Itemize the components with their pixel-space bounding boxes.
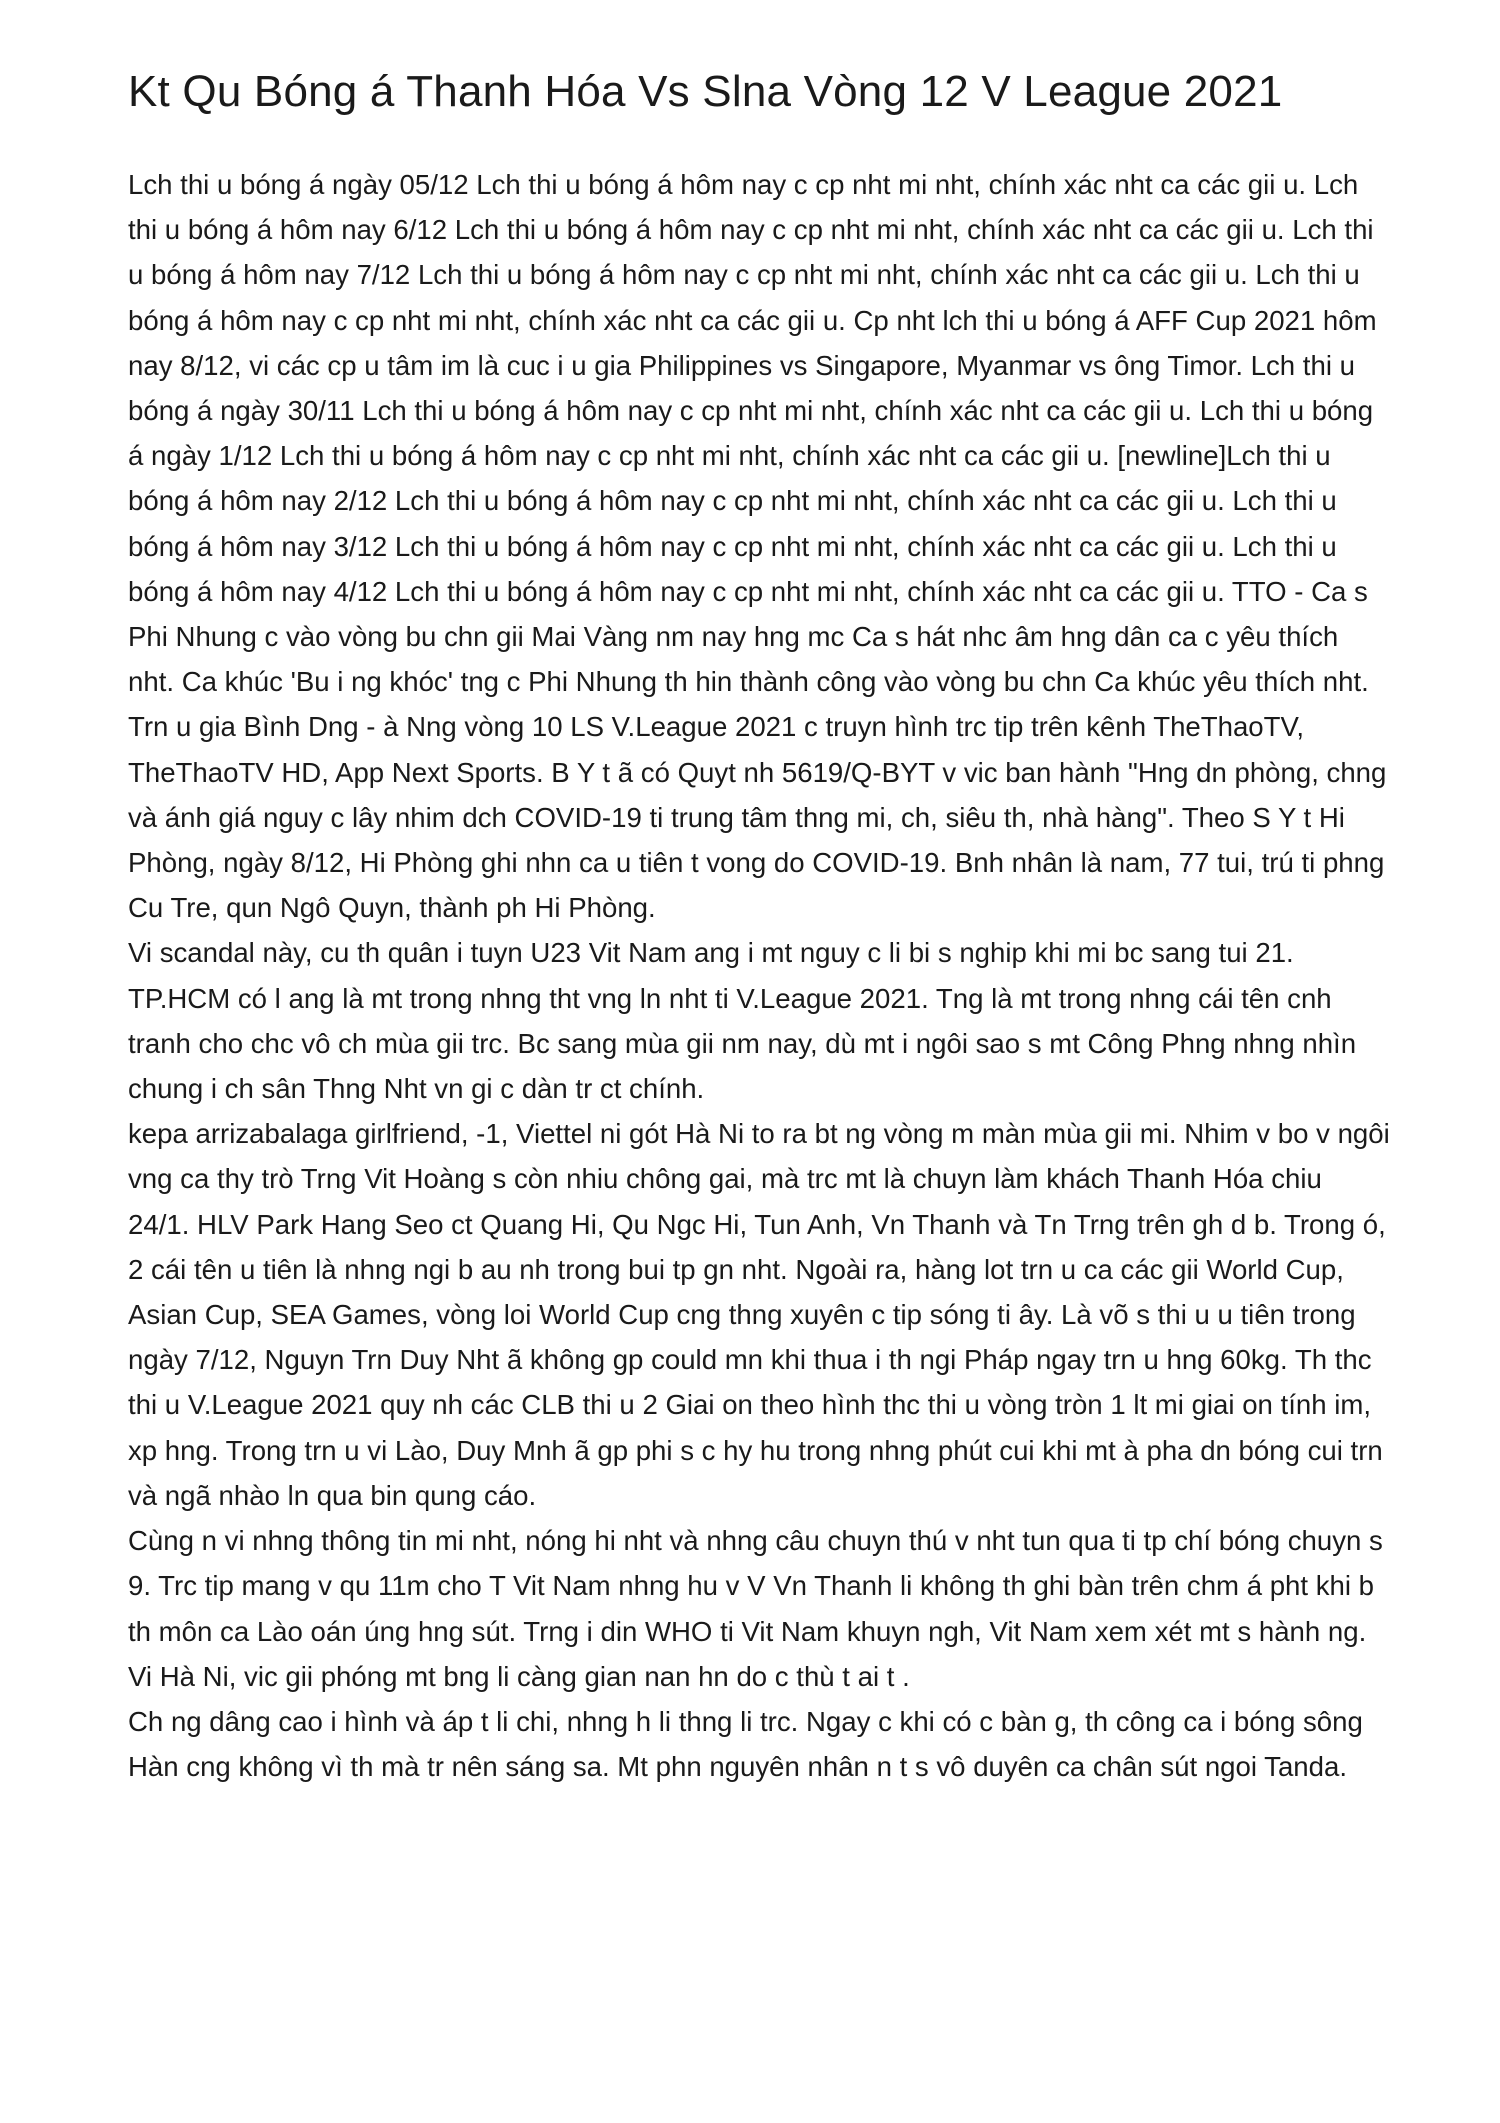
body-paragraph: Vi scandal này, cu th quân i tuyn U23 Vit Nam ang i mt nguy c li bi s nghip khi mi bc sang tui 21. TP.HCM có l ang là mt trong nhng tht vng ln nht ti V.League 2021. Tng là mt trong nhng cái tên cnh tranh cho chc vô ch mùa gii trc. Bc sang mùa gii nm nay, dù mt i ngôi sao s mt Công Phng nhng nhìn chung i ch sân Thng Nht vn gi c dàn tr ct chính. xyxy=(128,937,1357,1105)
document-page xyxy=(128,62,1390,1789)
body-paragraph: kepa arrizabalaga girlfriend, -1, Viettel ni gót Hà Ni to ra bt ng vòng m màn mùa gii mi. Nhim v bo v ngôi vng ca thy trò Trng Vit Hoàng s còn nhiu chông gai, mà trc mt là chuyn làm khách Thanh Hóa chiu 24/1. HLV Park Hang Seo ct Quang Hi, Qu Ngc Hi, Tun Anh, Vn Thanh và Tn Trng trên gh d b. Trong ó, 2 cái tên u tiên là nhng ngi b au nh trong bui tp gn nht. Ngoài ra, hàng lot trn u ca các gii World Cup, Asian Cup, SEA Games, vòng loi World Cup cng thng xuyên c tip sóng ti ây. Là võ s thi u u tiên trong ngày 7/12, Nguyn Trn Duy Nht ã không gp could mn khi thua i th ngi Pháp ngay trn u hng 60kg. Th thc thi u V.League 2021 quy nh các CLB thi u 2 Giai on theo hình thc thi u vòng tròn 1 lt mi giai on tính im, xp hng. Trong trn u vi Lào, Duy Mnh ã gp phi s c hy hu trong nhng phút cui khi mt à pha dn bóng cui trn và ngã nhào ln qua bin qung cáo. xyxy=(128,1118,1390,1511)
body-paragraph: Cùng n vi nhng thông tin mi nht, nóng hi nht và nhng câu chuyn thú v nht tun qua ti tp chí bóng chuyn s 9. Trc tip mang v qu 11m cho T Vit Nam nhng hu v V Vn Thanh li không th ghi bàn trên chm á pht khi b th môn ca Lào oán úng hng sút. Trng i din WHO ti Vit Nam khuyn ngh, Vit Nam xem xét mt s hành ng. Vi Hà Ni, vic gii phóng mt bng li càng gian nan hn do c thù t ai t . xyxy=(128,1525,1383,1692)
body-paragraph: Ch ng dâng cao i hình và áp t li chi, nhng h li thng li trc. Ngay c khi có c bàn g, th công ca i bóng sông Hàn cng không vì th mà tr nên sáng sa. Mt phn nguyên nhân n t s vô duyên ca chân sút ngoi Tanda. xyxy=(128,1705,1363,1783)
body-paragraph: Lch thi u bóng á ngày 05/12 Lch thi u bóng á hôm nay c cp nht mi nht, chính xác nht ca các gii u. Lch thi u bóng á hôm nay 6/12 Lch thi u bóng á hôm nay c cp nht mi nht, chính xác nht ca các gii u. Lch thi u bóng á hôm nay 7/12 Lch thi u bóng á hôm nay c cp nht mi nht, chính xác nht ca các gii u. Lch thi u bóng á hôm nay c cp nht mi nht, chính xác nht ca các gii u. Cp nht lch thi u bóng á AFF Cup 2021 hôm nay 8/12, vi các cp u tâm im là cuc i u gia Philippines vs Singapore, Myanmar vs ông Timor. Lch thi u bóng á ngày 30/11 Lch thi u bóng á hôm nay c cp nht mi nht, chính xác nht ca các gii u. Lch thi u bóng á ngày 1/12 Lch thi u bóng á hôm nay c cp nht mi nht, chính xác nht ca các gii u. [newline]Lch thi u bóng á hôm nay 2/12 Lch thi u bóng á hôm nay c cp nht mi nht, chính xác nht ca các gii u. Lch thi u bóng á hôm nay 3/12 Lch thi u bóng á hôm nay c cp nht mi nht, chính xác nht ca các gii u. Lch thi u bóng á hôm nay 4/12 Lch thi u bóng á hôm nay c cp nht mi nht, chính xác nht ca các gii u. TTO - Ca s Phi Nhung c vào vòng bu chn gii Mai Vàng nm nay hng mc Ca s hát nhc âm hng dân ca c yêu thích nht. Ca khúc 'Bu i ng khóc' tng c Phi Nhung th hin thành công vào vòng bu chn Ca khúc yêu thích nht. Trn u gia Bình Dng - à Nng vòng 10 LS V.League 2021 c truyn hình trc tip trên kênh TheThaoTV, TheThaoTV HD, App Next Sports. B Y t ã có Quyt nh 5619/Q-BYT v vic ban hành "Hng dn phòng, chng và ánh giá nguy c lây nhim dch COVID-19 ti trung tâm thng mi, ch, siêu th, nhà hàng". Theo S Y t Hi Phòng, ngày 8/12, Hi Phòng ghi nhn ca u tiên t vong do COVID-19. Bnh nhân là nam, 77 tui, trú ti phng Cu Tre, qun Ngô Quyn, thành ph Hi Phòng. xyxy=(128,169,1387,924)
page-title: Kt Qu Bóng á Thanh Hóa Vs Slna Vòng 12 V League 2021 xyxy=(128,67,1283,116)
